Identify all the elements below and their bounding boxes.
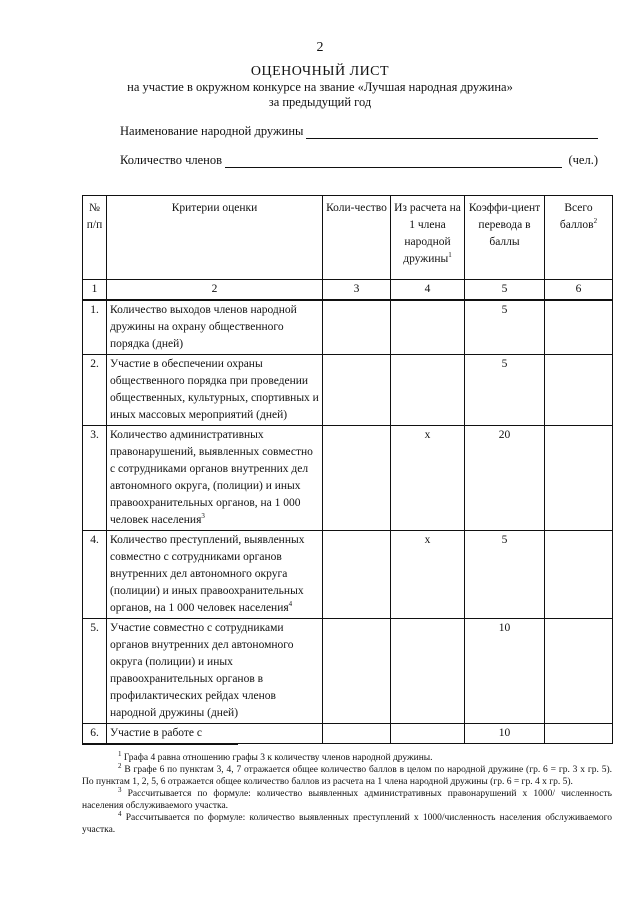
row-total-cell[interactable] — [545, 300, 613, 355]
row-criteria: Участие совместно с сотрудниками органов внутренних дел автономного округа (полиции) и иных правоохранительных органов в профилактических рейдах членов народной дружины (дней) — [107, 619, 323, 724]
row-total-cell[interactable] — [545, 355, 613, 426]
footnote — [82, 809, 612, 836]
table-row — [83, 619, 613, 724]
row-per-member-cell: х — [391, 531, 465, 619]
row-quantity-cell[interactable] — [323, 300, 391, 355]
footnote-mark: 2 — [118, 761, 122, 770]
row-per-member-cell[interactable] — [391, 619, 465, 724]
row-per-member-cell: х — [391, 426, 465, 531]
row-number: 4. — [83, 531, 107, 619]
squad-name-blank-line[interactable] — [306, 126, 598, 139]
member-count-label: Количество членов — [120, 153, 222, 167]
row-coefficient: 5 — [465, 300, 545, 355]
column-index: 2 — [107, 280, 323, 301]
row-number: 5. — [83, 619, 107, 724]
row-quantity-cell[interactable] — [323, 619, 391, 724]
subtitle-line-1: на участие в окружном конкурсе на звание «Лучшая народная дружина» — [127, 80, 513, 94]
footnote-ref: 1 — [448, 251, 452, 260]
table-row — [83, 300, 613, 355]
squad-name-label: Наименование народной дружины — [120, 124, 304, 138]
footnote — [82, 749, 612, 764]
row-per-member-cell[interactable] — [391, 300, 465, 355]
header-coefficient: Коэффи-циент перевода в баллы — [465, 196, 545, 280]
row-coefficient: 10 — [465, 724, 545, 744]
table-row — [83, 355, 613, 426]
header-quantity: Коли-чество — [323, 196, 391, 280]
member-count-field[interactable] — [120, 153, 598, 168]
row-number: 2. — [83, 355, 107, 426]
row-total-cell[interactable] — [545, 724, 613, 744]
header-per-member-text: Из расчета на 1 члена народной дружины — [394, 202, 461, 265]
row-criteria: Количество преступлений, выявленных совместно с сотрудниками органов внутренних дел автономного округа (полиции) и иных правоохранительных органов, на 1 000 человек населения — [110, 534, 305, 614]
document-title: ОЦЕНОЧНЫЙ ЛИСТ — [250, 64, 390, 79]
footnote-text: Рассчитывается по формуле: количество выявленных преступлений х 1000/численность населения обслуживаемого участка. — [82, 813, 612, 835]
column-index-row — [83, 280, 613, 301]
footnote-text: Рассчитывается по формуле: количество выявленных административных правонарушений х 1000/ численность населения обслуживаемого участка. — [82, 789, 612, 811]
footnote-mark: 4 — [118, 809, 122, 818]
row-total-cell[interactable] — [545, 531, 613, 619]
column-index: 6 — [545, 280, 613, 301]
row-total-cell[interactable] — [545, 619, 613, 724]
row-number: 1. — [83, 300, 107, 355]
row-criteria: Количество выходов членов народной дружины на охрану общественного порядка (дней) — [107, 300, 323, 355]
row-coefficient: 20 — [465, 426, 545, 531]
column-index: 5 — [465, 280, 545, 301]
table-row — [83, 531, 613, 619]
footnotes — [82, 749, 612, 836]
footnote-ref: 3 — [201, 512, 205, 521]
header-num: № п/п — [83, 196, 107, 280]
row-quantity-cell[interactable] — [323, 355, 391, 426]
footnote-ref: 2 — [593, 217, 598, 226]
row-quantity-cell[interactable] — [323, 724, 391, 744]
table-row — [83, 724, 613, 744]
row-number: 3. — [83, 426, 107, 531]
row-criteria-cell — [107, 531, 323, 619]
header-total-text: Всего баллов — [559, 202, 594, 231]
row-coefficient: 10 — [465, 619, 545, 724]
row-quantity-cell[interactable] — [323, 426, 391, 531]
row-criteria-cell — [107, 426, 323, 531]
squad-name-field[interactable] — [120, 124, 598, 139]
column-index: 4 — [391, 280, 465, 301]
column-index: 1 — [83, 280, 107, 301]
row-per-member-cell[interactable] — [391, 355, 465, 426]
header-criteria: Критерии оценки — [107, 196, 323, 280]
header-per-member — [391, 196, 465, 280]
member-count-blank-line[interactable] — [225, 155, 562, 168]
footnote — [82, 761, 612, 788]
row-criteria: Участие в обеспечении охраны общественного порядка при проведении общественных, культурных, спортивных и иных массовых мероприятий (дней) — [107, 355, 323, 426]
row-per-member-cell[interactable] — [391, 724, 465, 744]
table-row — [83, 426, 613, 531]
footnote — [82, 785, 612, 812]
row-number: 6. — [83, 724, 107, 744]
member-count-unit: (чел.) — [568, 153, 598, 167]
footnote-mark: 3 — [118, 785, 122, 794]
footnote-separator — [82, 744, 238, 745]
header-total — [545, 196, 613, 280]
footnote-text: Графа 4 равна отношению графы 3 к количеству членов народной дружины. — [121, 753, 433, 763]
subtitle-line-2: за предыдущий год — [268, 95, 372, 109]
evaluation-table — [82, 195, 613, 744]
footnote-text: В графе 6 по пунктам 3, 4, 7 отражается общее количество баллов в целом по народной дружине (гр. 6 = гр. 3 х гр. 5). По пунктам 1, 2, 5, 6 отражается общее количество баллов из расчета на 1 члена народной дружины (гр. 6 = гр. 4 х гр. 5). — [82, 765, 612, 787]
row-coefficient: 5 — [465, 531, 545, 619]
table-header-row — [83, 196, 613, 280]
footnote-mark: 1 — [118, 749, 122, 758]
row-criteria: Участие в работе с — [107, 724, 323, 744]
page-number: 2 — [316, 40, 324, 55]
footnote-ref: 4 — [288, 600, 293, 609]
row-total-cell[interactable] — [545, 426, 613, 531]
row-criteria: Количество административных правонарушений, выявленных совместно с сотрудниками органов внутренних дел автономного округа, (полиции) и иных правоохранительных органов, на 1 000 человек населения — [110, 429, 313, 526]
column-index: 3 — [323, 280, 391, 301]
row-quantity-cell[interactable] — [323, 531, 391, 619]
row-coefficient: 5 — [465, 355, 545, 426]
